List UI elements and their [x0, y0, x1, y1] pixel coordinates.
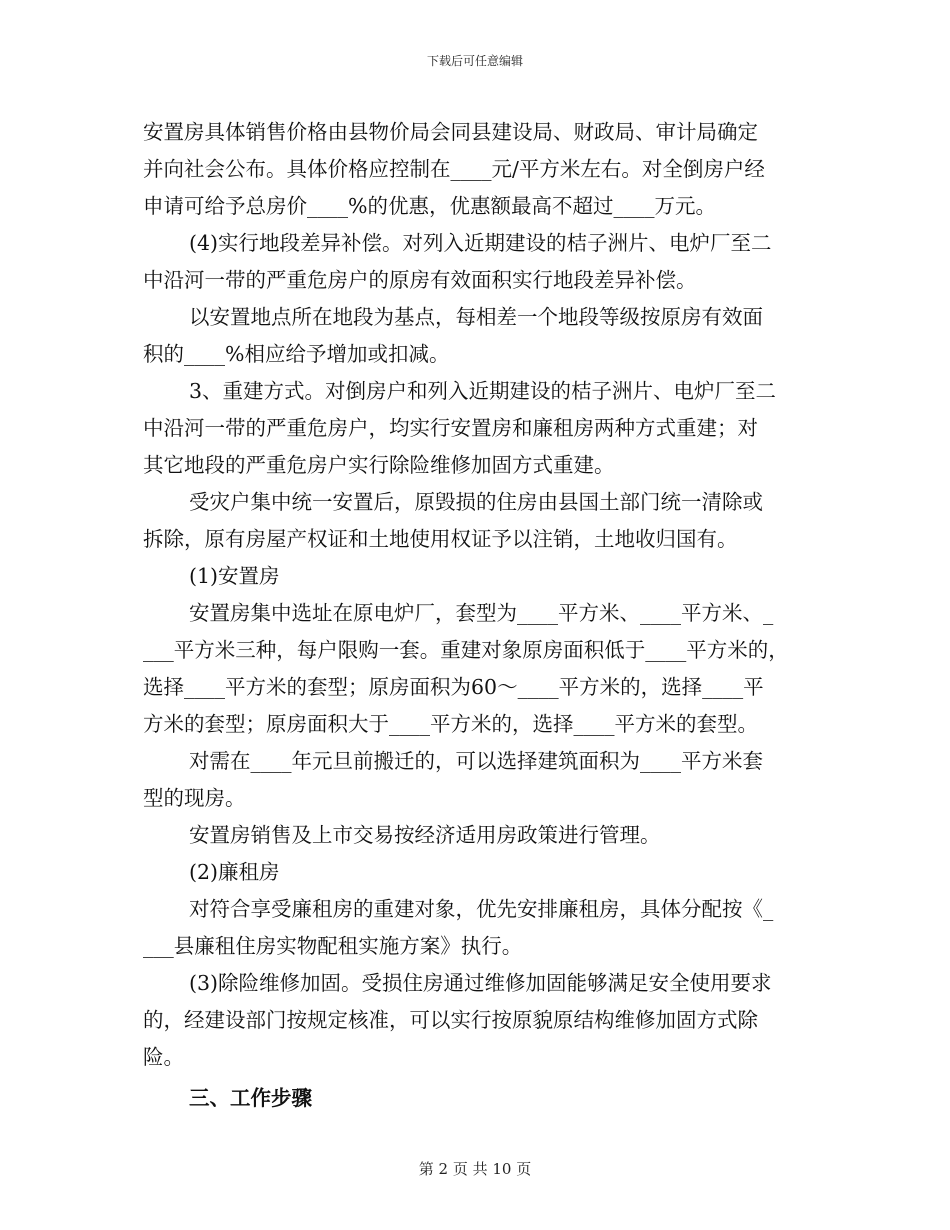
paragraph-line: 申请可给予总房价____%的优惠，优惠额最高不超过____万元。	[143, 194, 716, 218]
paragraph-line: 的，经建设部门按规定核准，可以实行按原貌原结构维修加固方式除	[143, 1008, 758, 1032]
section-heading: 三、工作步骤	[189, 1086, 312, 1110]
paragraph-line: 安置房集中选址在原电炉厂，套型为____平方米、____平方米、_	[189, 601, 774, 625]
paragraph-line: 险。	[143, 1045, 184, 1069]
paragraph-line: 拆除，原有房屋产权证和土地使用权证予以注销，土地收归国有。	[143, 527, 738, 551]
paragraph-line: 积的____%相应给予增加或扣减。	[143, 342, 450, 366]
paragraph-line: 安置房销售及上市交易按经济适用房政策进行管理。	[189, 823, 661, 847]
paragraph-line: 其它地段的严重危房户实行除险维修加固方式重建。	[143, 453, 615, 477]
paragraph-line: 以安置地点所在地段为基点，每相差一个地段等级按原房有效面	[189, 305, 763, 329]
page-header: 下载后可任意编辑	[426, 54, 523, 68]
paragraph-line: 安置房具体销售价格由县物价局会同县建设局、财政局、审计局确定	[143, 120, 758, 144]
paragraph-line: 对符合享受廉租房的重建对象，优先安排廉租房，具体分配按《_	[189, 897, 774, 921]
subsection-heading: (2)廉租房	[189, 860, 280, 884]
paragraph-line: 方米的套型；原房面积大于____平方米的，选择____平方米的套型。	[143, 712, 758, 736]
paragraph-line: 选择____平方米的套型；原房面积为60～____平方米的，选择____平	[143, 675, 764, 699]
paragraph-line: (4)实行地段差异补偿。对列入近期建设的桔子洲片、电炉厂至二	[189, 231, 772, 255]
paragraph-line: 3、重建方式。对倒房户和列入近期建设的桔子洲片、电炉厂至二	[189, 379, 777, 403]
paragraph-line: 中沿河一带的严重危房户的原房有效面积实行地段差异补偿。	[143, 268, 697, 292]
paragraph-line: (3)除险维修加固。受损住房通过维修加固能够满足安全使用要求	[189, 971, 772, 995]
paragraph-line: 型的现房。	[143, 786, 246, 810]
paragraph-line: 中沿河一带的严重危房户，均实行安置房和廉租房两种方式重建；对	[143, 416, 758, 440]
paragraph-line: 并向社会公布。具体价格应控制在____元/平方米左右。对全倒房户经	[143, 157, 765, 181]
page-footer: 第 2 页 共 10 页	[418, 1160, 532, 1178]
paragraph-line: 受灾户集中统一安置后，原毁损的住房由县国土部门统一清除或	[189, 490, 763, 514]
paragraph-line: ___平方米三种，每户限购一套。重建对象原房面积低于____平方米的，	[143, 638, 789, 662]
paragraph-line: ___县廉租住房实物配租实施方案》执行。	[143, 934, 523, 958]
subsection-heading: (1)安置房	[189, 564, 280, 588]
paragraph-line: 对需在____年元旦前搬迁的，可以选择建筑面积为____平方米套	[189, 749, 763, 773]
